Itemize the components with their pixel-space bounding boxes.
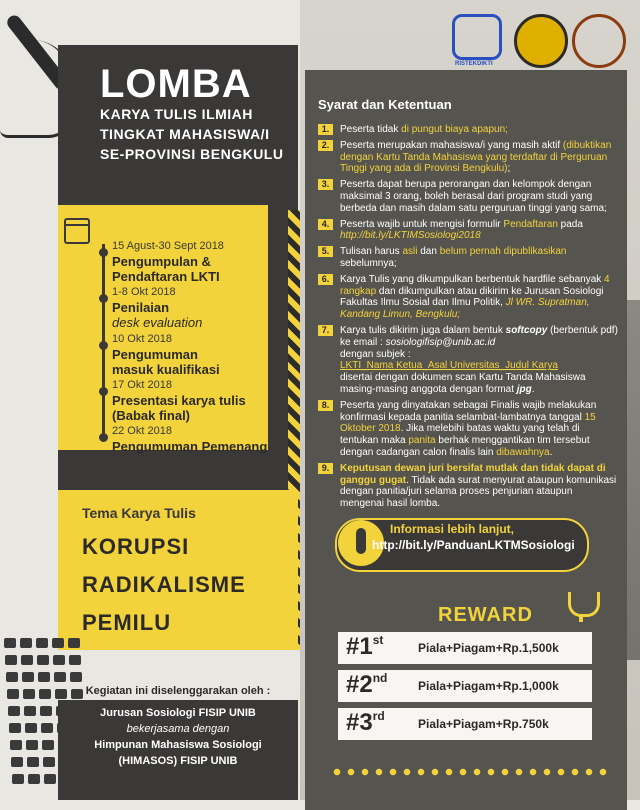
keyboard-key: [22, 672, 34, 682]
requirements-list: [318, 124, 618, 514]
timeline-title: Pengumuman Pemenang: [112, 439, 268, 454]
keyboard-key: [70, 672, 82, 682]
subtitle-line-1: KARYA TULIS ILMIAH: [100, 106, 253, 122]
requirement-item: [318, 400, 618, 459]
keyboard-key: [27, 757, 39, 767]
organizer-name-1: Jurusan Sosiologi FISIP UNIB: [100, 707, 256, 719]
timeline-title: Penilaian: [112, 300, 170, 315]
timeline-date: 10 Okt 2018: [112, 333, 172, 345]
timeline-dot: [99, 387, 108, 396]
timeline-dot: [99, 433, 108, 442]
keyboard-key: [54, 672, 66, 682]
requirement-text: Peserta yang dinyatakan sebagai Finalis wajib melakukan konfirmasi kepada panitia selambat-lambatnya tanggal: [340, 399, 597, 423]
keyboard-key: [36, 638, 48, 648]
keyboard-key: [69, 655, 81, 665]
kemenristekdikti-logo: [452, 14, 502, 67]
reward-prize: Piala+Piagam+Rp.1,000k: [418, 679, 559, 693]
requirement-highlight: 4 rangkap: [340, 273, 610, 297]
requirement-item: [318, 179, 618, 214]
poster-subtitle: [100, 104, 305, 164]
requirement-highlight: 15 Oktober 2018: [340, 411, 596, 435]
unib-logo: [514, 14, 568, 68]
keyboard-key: [6, 672, 18, 682]
info-url-link[interactable]: http://bit.ly/PanduanLKTMSosiologi: [372, 538, 575, 552]
reward-rank: [346, 709, 385, 737]
requirement-number: 2.: [318, 140, 333, 151]
keyboard-key: [39, 689, 51, 699]
requirement-text: Karya tulis dikirim juga dalam bentuk: [340, 324, 506, 336]
organizer-intro: Kegiatan ini diselenggarakan oleh :: [85, 685, 271, 697]
keyboard-key: [52, 638, 64, 648]
requirement-item: [318, 325, 618, 396]
keyboard-key: [42, 740, 54, 750]
keyboard-key: [53, 655, 65, 665]
keyboard-key: [38, 672, 50, 682]
requirement-text: sebelumnya;: [340, 257, 397, 269]
subtitle-line-2: TINGKAT MAHASISWA/I: [100, 126, 270, 142]
timeline-title: Pengumpulan & Pendaftaran LKTI: [112, 254, 220, 284]
timeline-date: 15 Agust-30 Sept 2018: [112, 240, 224, 252]
requirement-text: Peserta dapat berupa perorangan dan kelompok dengan maksimal 3 orang, boleh berasal dari program studi yang berbeda dan masih dalam satu perguruan tinggi yang sama;: [340, 179, 607, 214]
timeline-title: Pengumuman masuk kualifikasi: [112, 347, 220, 377]
keyboard-key: [12, 774, 24, 784]
requirement-text: . Jika melebihi batas waktu yang telah di tentukan maka: [340, 423, 580, 447]
requirement-highlight: di pungut biaya apapun;: [401, 124, 508, 135]
requirement-item: [318, 219, 618, 243]
keyboard-key: [23, 689, 35, 699]
keyboard-key: [68, 638, 80, 648]
timeline-date: 1-8 Okt 2018: [112, 286, 176, 298]
address-text: Jl WR. Supratman, Kandang Limun, Bengkulu;: [340, 297, 590, 321]
trophy-icon: [568, 592, 600, 617]
reward-row: [338, 708, 592, 740]
requirement-highlight: Pendaftaran: [503, 218, 558, 230]
reward-title: REWARD: [438, 604, 533, 626]
requirement-emphasis: jpg: [516, 383, 532, 395]
keyboard-key: [40, 706, 52, 716]
theme-item: KORUPSI: [82, 534, 190, 559]
requirement-text: ;: [507, 163, 511, 175]
requirement-text: .: [531, 383, 535, 395]
requirement-item: [318, 463, 618, 510]
requirement-highlight: (dibuktikan dengan Kartu Tanda Mahasiswa yang terdaftar di Perguruan Tinggi yang ada di Provinsi Bengkulu): [340, 139, 612, 175]
requirement-text: dan dikumpulkan atau dikirim ke Jurusan Sosiologi Fakultas Ilmu Sosial dan Ilmu Politik,: [340, 285, 604, 309]
timeline-title: Presentasi karya tulis (Babak final): [112, 393, 246, 423]
reward-row: [338, 670, 592, 702]
requirement-number: 9.: [318, 463, 333, 474]
requirements-title: Syarat dan Ketentuan: [318, 97, 452, 112]
requirement-text: . Tidak ada surat menyurat ataupun komunikasi dengan panitia/juri selama proses penjurian ataupun mengenai hasil lomba.: [340, 474, 617, 510]
calendar-icon: [64, 218, 90, 244]
requirement-text: Karya Tulis yang dikumpulkan berbentuk hardfile sebanyak: [340, 273, 605, 285]
organizer-name-2: Himpunan Mahasiswa Sosiologi: [94, 739, 262, 751]
subtitle-line-3: SE-PROVINSI BENGKULU: [100, 146, 284, 162]
keyboard-key: [9, 723, 21, 733]
keyboard-key: [4, 638, 16, 648]
rank-suffix: rd: [372, 709, 385, 723]
email-link[interactable]: sosiologifisip@unib.ac.id: [385, 336, 496, 348]
requirement-text: Peserta tidak: [340, 124, 402, 135]
reward-rank: [346, 633, 383, 661]
email-subject-format: LKTI_Nama Ketua_Asal Universitas_Judul Karya: [340, 360, 558, 372]
requirement-number: 7.: [318, 325, 333, 336]
keyboard-key: [5, 655, 17, 665]
rank-number: #1: [346, 633, 373, 660]
reward-prize: Piala+Piagam+Rp.1,500k: [418, 641, 559, 655]
requirement-text: Peserta merupakan mahasiswa/i yang masih aktif: [340, 139, 563, 151]
timeline-dot: [99, 341, 108, 350]
requirement-number: 1.: [318, 124, 333, 135]
requirement-highlight: dibawahnya: [496, 446, 550, 458]
registration-link[interactable]: http://bit.ly/LKTIMSosiologi2018: [340, 230, 481, 242]
requirement-text: berhak menggantikan tim tersebut dengan cadangan calon finalis lain: [340, 435, 590, 458]
timeline-dot: [99, 248, 108, 257]
reward-row: [338, 632, 592, 664]
requirement-number: 8.: [318, 400, 333, 411]
timeline-dot: [99, 294, 108, 303]
requirement-item: [318, 274, 618, 321]
timeline-subtitle: desk evaluation: [112, 315, 203, 330]
poster-title: LOMBA: [100, 62, 252, 106]
rank-suffix: nd: [372, 671, 388, 685]
rank-number: #2: [346, 671, 373, 698]
requirement-number: 5.: [318, 246, 333, 257]
keyboard-key: [37, 655, 49, 665]
requirement-text: Tulisan harus: [340, 246, 403, 258]
logo-caption: RISTEKDIKTI: [455, 61, 493, 67]
timeline-date: 22 Okt 2018: [112, 425, 172, 437]
requirement-highlight: panita: [408, 435, 436, 447]
info-label: Informasi lebih lanjut,: [390, 522, 515, 536]
requirement-text: pada: [557, 218, 583, 230]
organizer-conjunction: bekerjasama dengan: [126, 723, 230, 735]
requirement-number: 6.: [318, 274, 333, 285]
requirement-emphasis: softcopy: [505, 324, 548, 336]
keyboard-key: [8, 706, 20, 716]
keyboard-key: [43, 757, 55, 767]
requirement-number: 3.: [318, 179, 333, 190]
requirement-text: disertai dengan dokumen scan Kartu Tanda Mahasiswa masing-masing anggota dengan format: [340, 372, 586, 395]
theme-item: RADIKALISME: [82, 572, 246, 597]
keyboard-key: [41, 723, 53, 733]
keyboard-key: [26, 740, 38, 750]
requirement-item: [318, 140, 618, 175]
keyboard-key: [44, 774, 56, 784]
requirement-highlight: asli: [402, 246, 418, 258]
keyboard-key: [24, 706, 36, 716]
keyboard-key: [21, 655, 33, 665]
keyboard-key: [7, 689, 19, 699]
theme-item: PEMILU: [82, 610, 172, 635]
theme-label: Tema Karya Tulis: [82, 505, 196, 521]
decorative-dots: [330, 768, 610, 776]
requirement-highlight: belum pernah dipublikasikan: [439, 246, 567, 258]
reward-prize: Piala+Piagam+Rp.750k: [418, 717, 549, 731]
requirement-item: [318, 246, 618, 270]
timeline-date: 17 Okt 2018: [112, 379, 172, 391]
requirement-text: dan: [417, 246, 440, 258]
rank-suffix: st: [372, 633, 384, 647]
keyboard-key: [28, 774, 40, 784]
organizer-name-2b: (HIMASOS) FISIP UNIB: [118, 755, 238, 767]
requirement-text: .: [549, 446, 553, 458]
requirement-text: dengan subjek :: [340, 348, 411, 360]
keyboard-key: [25, 723, 37, 733]
requirement-highlight: Keputusan dewan juri bersifat mutlak dan tidak dapat di ganggu gugat: [340, 462, 606, 486]
keyboard-key: [10, 740, 22, 750]
requirement-text: (berbentuk pdf) ke email :: [340, 324, 618, 348]
himasos-logo: [572, 14, 626, 68]
rank-number: #3: [346, 709, 373, 736]
requirement-number: 4.: [318, 219, 333, 230]
requirement-item: [318, 124, 618, 136]
keyboard-key: [20, 638, 32, 648]
reward-rank: [346, 671, 387, 699]
requirement-text: Peserta wajib untuk mengisi formulir: [340, 218, 504, 230]
keyboard-key: [11, 757, 23, 767]
